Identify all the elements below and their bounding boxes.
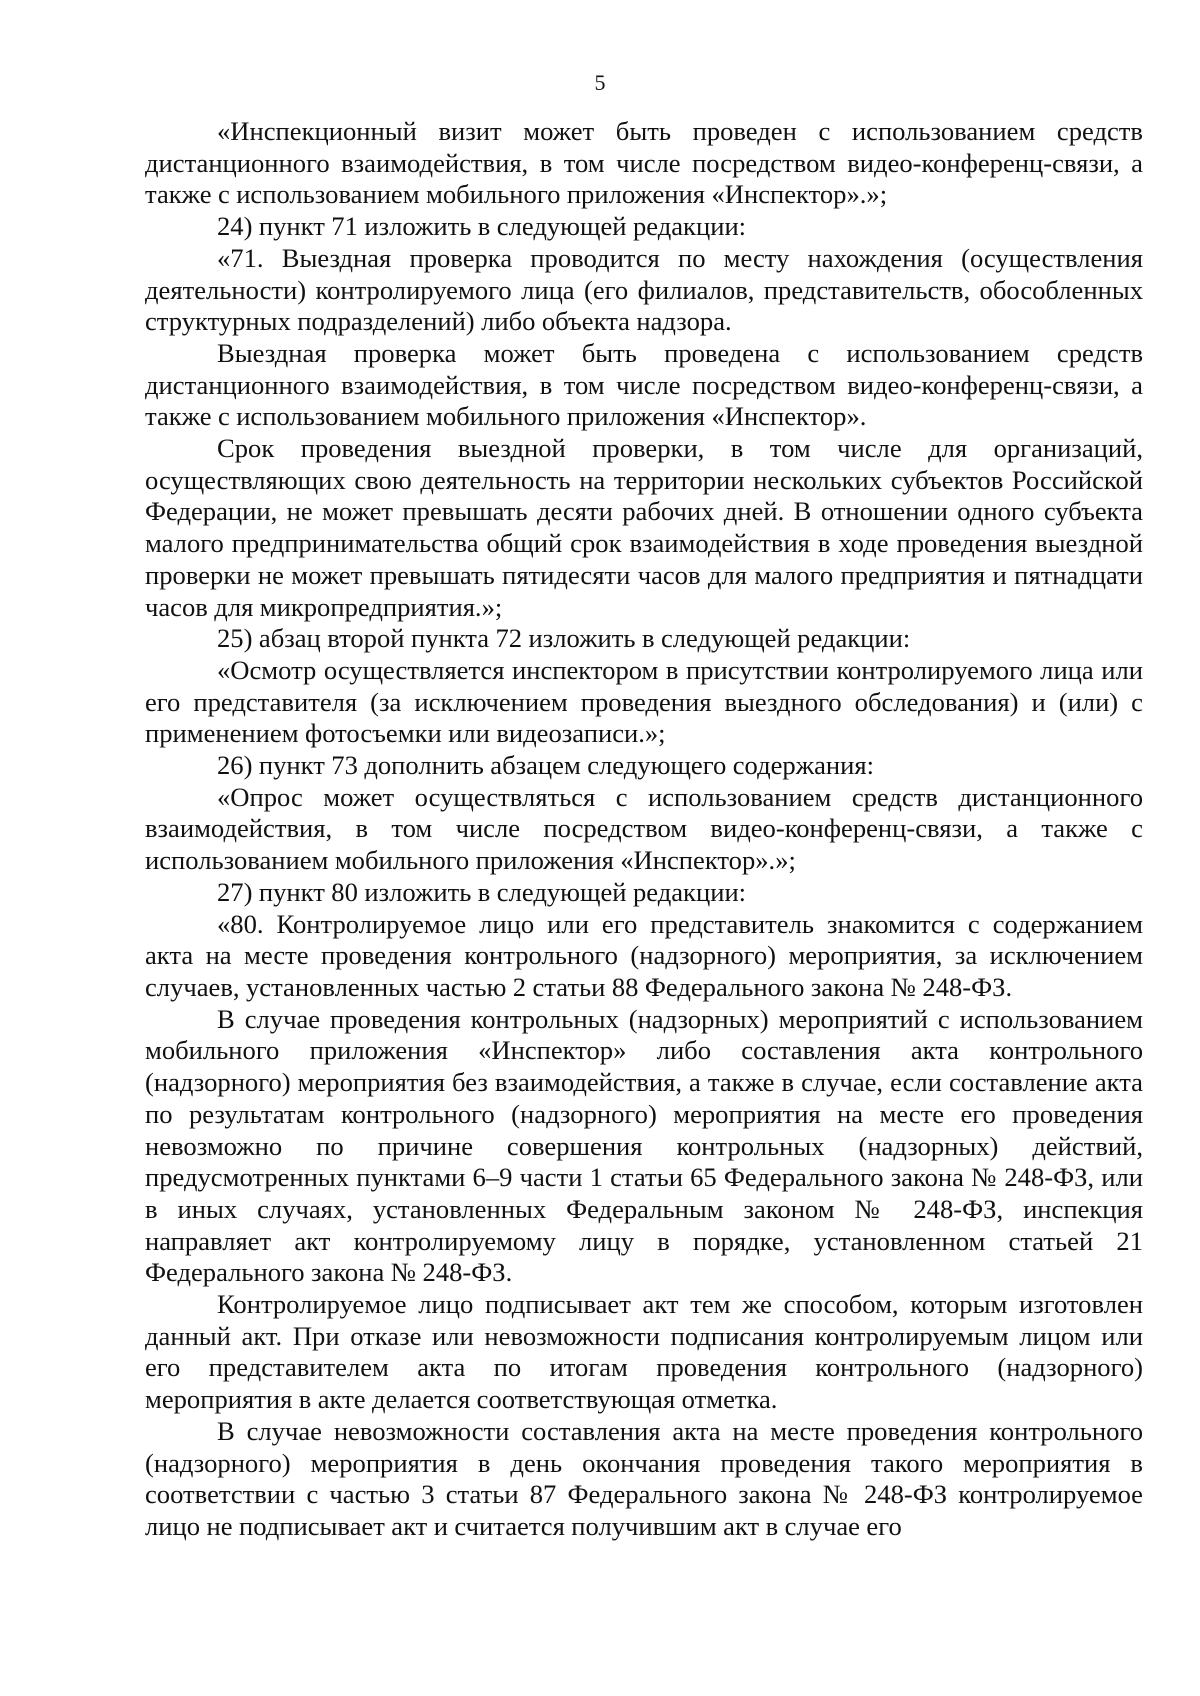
paragraph-item-27: 27) пункт 80 изложить в следующей редакции: bbox=[217, 876, 747, 907]
paragraph-inspection-visit-remote: «Инспекционный визит может быть проведен с использованием средств дистанционного взаимодействия, в том числе посредством видео-конференц-связи, а также с использованием мобильного приложения «Инспектор».»; bbox=[145, 116, 1143, 210]
paragraph-act-impossibility: В случае невозможности составления акта на месте проведения контрольного (надзорного) мероприятия в день окончания проведения такого мероприятия в соответствии с частью 3 статьи 87 Федерального закона № 248-ФЗ контролируемое лицо не подписывает акт и считается получившим акт в случае его bbox=[145, 1415, 1143, 1541]
paragraph-act-signing: Контролируемое лицо подписывает акт тем же способом, которым изготовлен данный акт. При отказе или невозможности подписания контролируемым лицом или его представителем акта по итогам проведения контрольного (надзорного) мероприятия в акте делается соответствующая отметка. bbox=[145, 1289, 1143, 1415]
paragraph-item-25: 25) абзац второй пункта 72 изложить в следующей редакции: bbox=[217, 623, 911, 654]
paragraph-inspection-examination: «Осмотр осуществляется инспектором в присутствии контролируемого лица или его представителя (за исключением проведения выездного обследования) и (или) с применением фотосъемки или видеозаписи.»; bbox=[145, 654, 1143, 749]
paragraph-act-sending: В случае проведения контрольных (надзорных) мероприятий с использованием мобильного приложения «Инспектор» либо составления акта контрольного (надзорного) мероприятия без взаимодействия, а также в случае, если составление акта по результатам контрольного (надзорного) мероприятия на месте его проведения невозможно по причине совершения контрольных (надзорных) действий, предусмотренных пунктами 6–9 части 1 статьи 65 Федерального закона № 248-ФЗ, или в иных случаях, установленных Федеральным законом № 248-ФЗ, инспекция направляет акт контролируемому лицу в порядке, установленном статьей 21 Федерального закона № 248-ФЗ. bbox=[145, 1003, 1143, 1288]
document-body bbox=[145, 116, 1143, 1543]
paragraph-field-check-duration: Срок проведения выездной проверки, в том числе для организаций, осуществляющих свою деятельность на территории нескольких субъектов Российской Федерации, не может превышать десяти рабочих дней. В отношении одного субъекта малого предпринимательства общий срок взаимодействия в ходе проведения выездной проверки не может превышать пятидесяти часов для малого предприятия и пятнадцати часов для микропредприятия.»; bbox=[145, 433, 1143, 622]
paragraph-survey-remote: «Опрос может осуществляться с использованием средств дистанционного взаимодействия, в том числе посредством видео-конференц-связи, а также с использованием мобильного приложения «Инспектор».»; bbox=[145, 781, 1143, 876]
page-number: 5 bbox=[594, 70, 606, 95]
paragraph-field-check-remote: Выездная проверка может быть проведена с использованием средств дистанционного взаимодействия, в том числе посредством видео-конференц-связи, а также с использованием мобильного приложения «Инспектор». bbox=[145, 337, 1143, 432]
paragraph-item-26: 26) пункт 73 дополнить абзацем следующего содержания: bbox=[217, 750, 874, 781]
paragraph-point-71: «71. Выездная проверка проводится по месту нахождения (осуществления деятельности) контролируемого лица (его филиалов, представительств, обособленных структурных подразделений) либо объекта надзора. bbox=[145, 242, 1143, 337]
paragraph-item-24: 24) пункт 71 изложить в следующей редакции: bbox=[217, 211, 747, 242]
paragraph-point-80: «80. Контролируемое лицо или его представитель знакомится с содержанием акта на месте проведения контрольного (надзорного) мероприятия, за исключением случаев, установленных частью 2 статьи 88 Федерального закона № 248-ФЗ. bbox=[145, 908, 1143, 1002]
